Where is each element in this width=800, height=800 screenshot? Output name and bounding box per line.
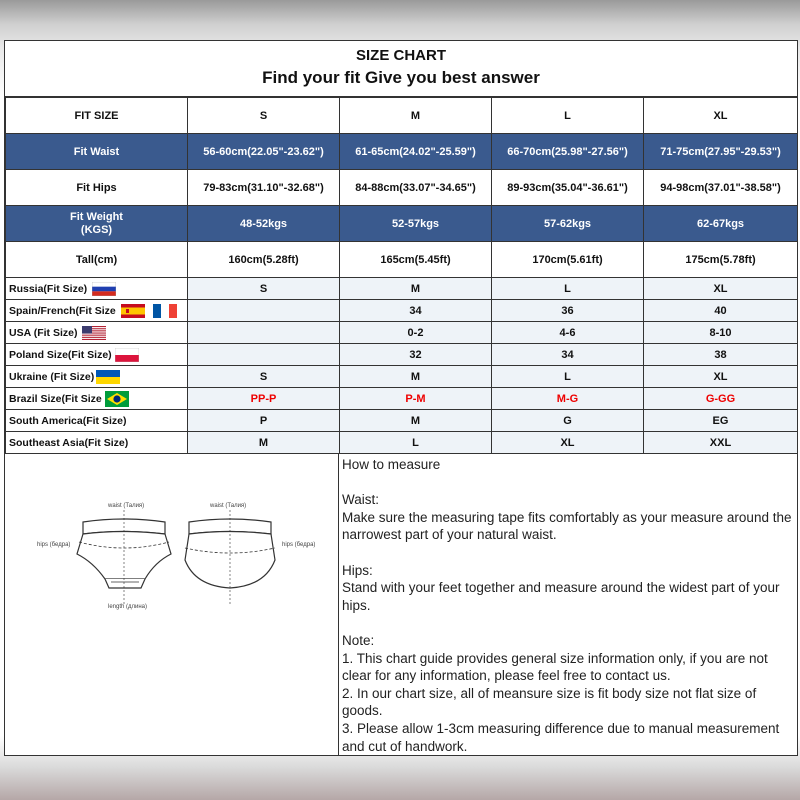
region-label xyxy=(6,388,188,410)
row-label-line: (KGS) xyxy=(80,223,113,236)
row-label xyxy=(6,206,188,242)
row-label: Fit Hips xyxy=(6,170,188,206)
table-cell: 175cm(5.78ft) xyxy=(644,242,798,278)
header-cell: FIT SIZE xyxy=(6,98,188,134)
table-cell: PP-P xyxy=(188,388,340,410)
table-cell: 71-75cm(27.95"-29.53") xyxy=(644,134,798,170)
note-title: Note: xyxy=(342,632,375,648)
table-cell: 62-67kgs xyxy=(644,206,798,242)
briefs-back-icon xyxy=(185,510,275,604)
table-cell: 79-83cm(31.10"-32.68") xyxy=(188,170,340,206)
row-label-line: Fit Weight xyxy=(70,210,123,223)
table-cell: P xyxy=(188,410,340,432)
region-label xyxy=(6,278,188,300)
region-label xyxy=(6,300,188,322)
hips-label-right: hips (бедра) xyxy=(282,542,316,548)
note-1: 1. This chart guide provides general size information only, if you are not clear for any information, please feel free to contact us. xyxy=(342,650,768,684)
region-label-text: USA (Fit Size) xyxy=(9,326,78,339)
region-row-ukraine xyxy=(6,366,798,388)
table-cell: 40 xyxy=(644,300,798,322)
waist-row xyxy=(6,134,798,170)
table-cell: 94-98cm(37.01"-38.58") xyxy=(644,170,798,206)
note-2: 2. In our chart size, all of meansure size is fit body size not flat size of goods. xyxy=(342,685,757,719)
region-row-south-america xyxy=(6,410,798,432)
usa-flag-icon xyxy=(82,326,106,340)
header-row xyxy=(6,98,798,134)
table-cell xyxy=(188,300,340,322)
table-cell xyxy=(188,344,340,366)
france-flag-icon xyxy=(153,304,177,318)
header-cell: M xyxy=(340,98,492,134)
waist-title: Waist: xyxy=(342,492,379,508)
table-cell: M-G xyxy=(492,388,644,410)
table-cell: 4-6 xyxy=(492,322,644,344)
tall-row xyxy=(6,242,798,278)
header-cell: L xyxy=(492,98,644,134)
region-row-spain-french xyxy=(6,300,798,322)
table-cell: XXL xyxy=(644,432,798,454)
table-cell: G-GG xyxy=(644,388,798,410)
table-cell: 36 xyxy=(492,300,644,322)
region-row-russia xyxy=(6,278,798,300)
table-cell: 170cm(5.61ft) xyxy=(492,242,644,278)
size-table xyxy=(5,97,798,454)
table-cell: M xyxy=(340,278,492,300)
region-label-text: Russia(Fit Size) xyxy=(9,282,88,295)
header-cell: S xyxy=(188,98,340,134)
table-cell: G xyxy=(492,410,644,432)
region-label-text: Brazil Size(Fit Size xyxy=(9,392,102,405)
length-label: length (длина) xyxy=(108,604,148,610)
table-cell: XL xyxy=(644,366,798,388)
table-cell: P-M xyxy=(340,388,492,410)
region-label-text: Ukraine (Fit Size) xyxy=(9,370,95,383)
table-cell xyxy=(188,322,340,344)
chart-title: SIZE CHART xyxy=(356,47,446,64)
hips-text: Stand with your feet together and measure around the widest part of your hips. xyxy=(342,580,780,613)
table-cell: XL xyxy=(492,432,644,454)
note-3: 3. Please allow 1-3cm measuring difference due to manual measurement and cut of handwork. xyxy=(342,720,780,754)
table-cell: 160cm(5.28ft) xyxy=(188,242,340,278)
hips-label-left: hips (бедра) xyxy=(37,542,71,548)
spain-flag-icon xyxy=(121,304,145,318)
region-label: South America(Fit Size) xyxy=(6,410,188,432)
instructions-heading: How to measure xyxy=(342,457,441,472)
table-cell: 66-70cm(25.98"-27.56") xyxy=(492,134,644,170)
measurement-diagram xyxy=(5,454,339,755)
briefs-front-icon xyxy=(77,510,171,604)
measure-section xyxy=(5,454,797,755)
region-label: Southeast Asia(Fit Size) xyxy=(6,432,188,454)
waist-text: Make sure the measuring tape fits comfortably as your measure around the narrowest part of your natural waist. xyxy=(342,509,792,543)
table-cell: S xyxy=(188,366,340,388)
chart-subtitle: Find your fit Give you best answer xyxy=(262,68,540,87)
table-cell: M xyxy=(340,366,492,388)
table-cell: M xyxy=(340,410,492,432)
hips-row xyxy=(6,170,798,206)
table-cell: 32 xyxy=(340,344,492,366)
row-label: Fit Waist xyxy=(6,134,188,170)
briefs-diagram-icon xyxy=(5,454,338,755)
size-chart xyxy=(4,40,798,756)
waist-label: waist (Талия) xyxy=(108,503,145,509)
title-block xyxy=(5,41,797,97)
table-cell: 56-60cm(22.05"-23.62") xyxy=(188,134,340,170)
table-cell: 61-65cm(24.02"-25.59") xyxy=(340,134,492,170)
row-label: Tall(cm) xyxy=(6,242,188,278)
weight-row xyxy=(6,206,798,242)
table-cell: EG xyxy=(644,410,798,432)
table-cell: 0-2 xyxy=(340,322,492,344)
table-cell: XL xyxy=(644,278,798,300)
table-cell: 8-10 xyxy=(644,322,798,344)
region-label-text: Spain/French(Fit Size xyxy=(9,304,116,317)
region-label xyxy=(6,344,188,366)
ukraine-flag-icon xyxy=(96,370,120,384)
region-row-brazil xyxy=(6,388,798,410)
region-label xyxy=(6,366,188,388)
table-cell: L xyxy=(340,432,492,454)
region-row-usa xyxy=(6,322,798,344)
poland-flag-icon xyxy=(115,348,139,362)
table-cell: 84-88cm(33.07"-34.65") xyxy=(340,170,492,206)
measure-instructions xyxy=(339,454,800,755)
table-cell: 38 xyxy=(644,344,798,366)
region-row-poland xyxy=(6,344,798,366)
table-cell: L xyxy=(492,278,644,300)
table-cell: 48-52kgs xyxy=(188,206,340,242)
table-cell: 34 xyxy=(340,300,492,322)
table-cell: S xyxy=(188,278,340,300)
waist-label-back: waist (Талия) xyxy=(210,503,247,509)
table-cell: L xyxy=(492,366,644,388)
table-cell: 57-62kgs xyxy=(492,206,644,242)
table-cell: 52-57kgs xyxy=(340,206,492,242)
brazil-flag-icon xyxy=(105,391,129,407)
table-cell: 89-93cm(35.04"-36.61") xyxy=(492,170,644,206)
table-cell: 165cm(5.45ft) xyxy=(340,242,492,278)
russia-flag-icon xyxy=(92,282,116,296)
region-label xyxy=(6,322,188,344)
header-cell: XL xyxy=(644,98,798,134)
region-row-southeast-asia xyxy=(6,432,798,454)
hips-title: Hips: xyxy=(342,562,373,578)
table-cell: M xyxy=(188,432,340,454)
table-cell: 34 xyxy=(492,344,644,366)
region-label-text: Poland Size(Fit Size) xyxy=(9,348,112,361)
